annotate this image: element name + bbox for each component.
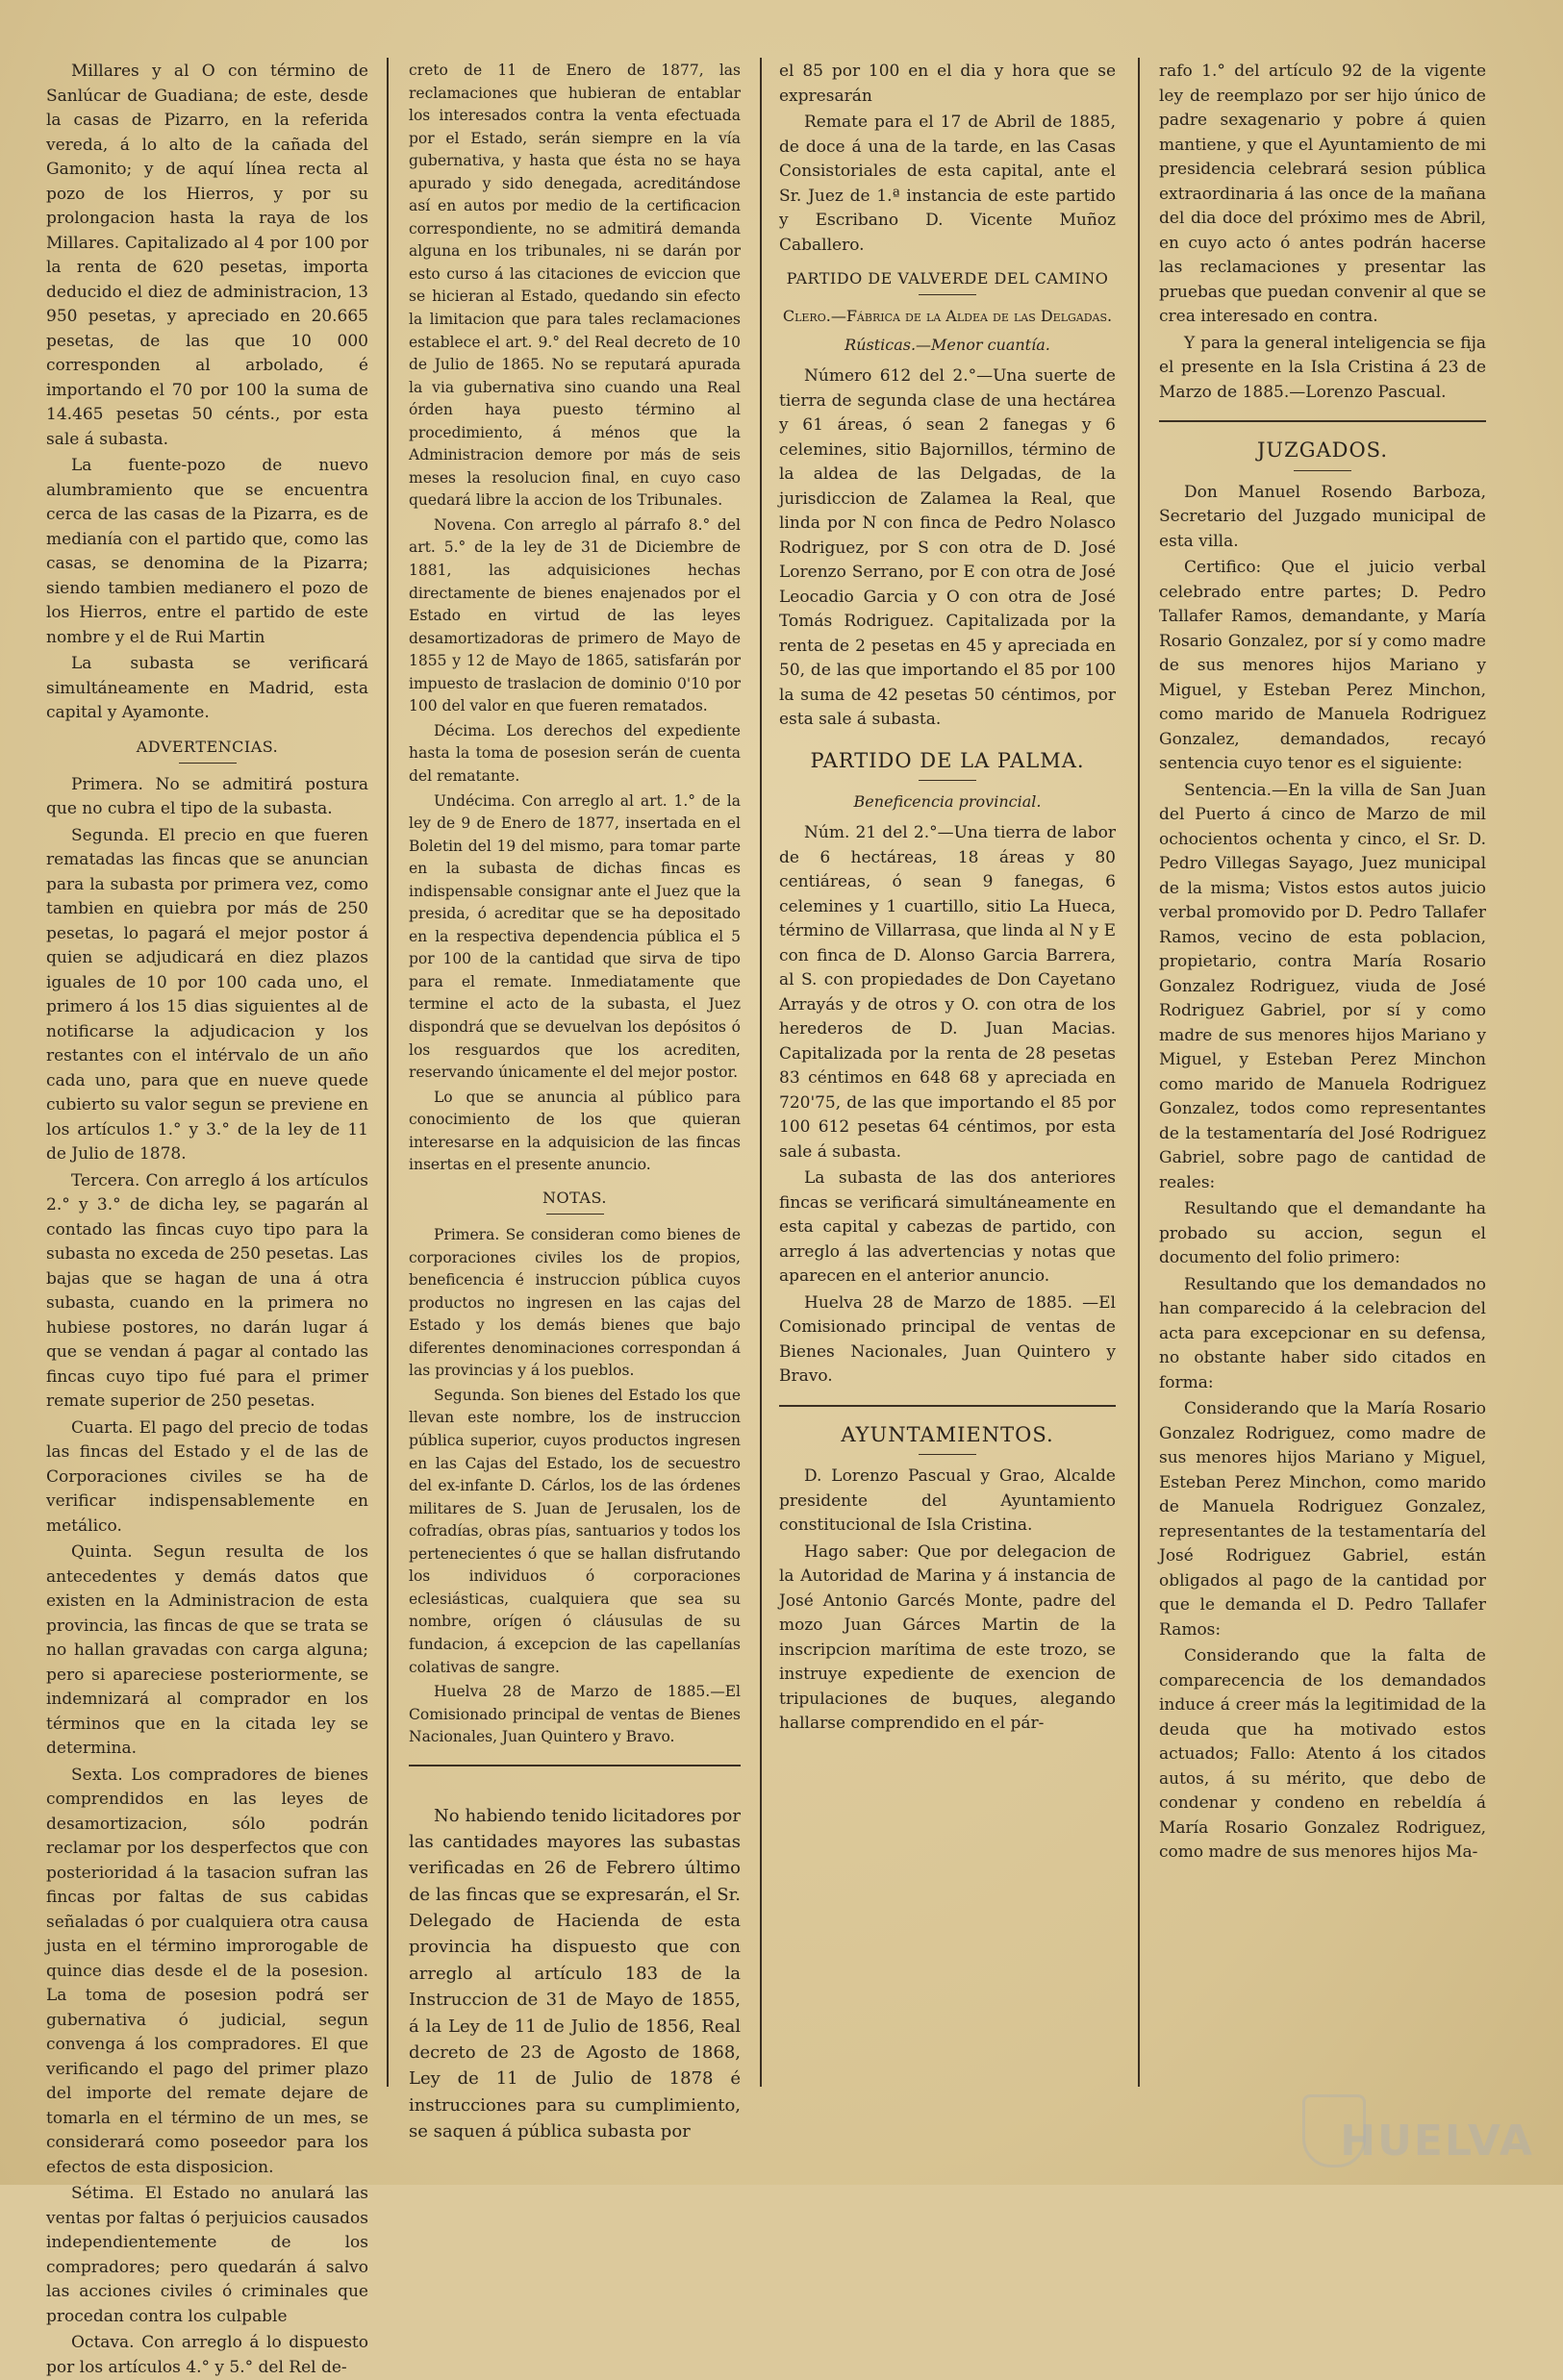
- column-1: [46, 60, 368, 2377]
- paragraph: Octava. Con arreglo á lo dispuesto por los artículos 4.° y 5.° del Rel de-: [46, 2333, 368, 2377]
- section-heading: ADVERTENCIAS.: [136, 737, 279, 756]
- paragraph: Novena. Con arreglo al párrafo 8.° del art. 5.° de la ley de 31 de Diciembre de 1881, las adquisiciones hechas directamente de bienes enajenados por el Estado en virtud de las leyes desamortizadoras de primero de Mayo de 1855 y 12 de Mayo de 1865, satisfarán por impuesto de traslacion de dominio 0'10 por 100 del valor en que fueren rematados.: [409, 515, 741, 715]
- paragraph: creto de 11 de Enero de 1877, las reclamaciones que hubieran de entablar los interesados contra la venta efectuada por el Estado, serán siempre en la vía gubernativa, y hasta que ésta no se haya apurado y sido denegada, acreditándose así en autos por medio de la certificacion correspondiente, no se admitirá demanda alguna en los tribunales, ni se darán por esto curso á las citaciones de eviccion que se hicieran al Estado, quedando sin efecto la limitacion que para tales reclamaciones establece el art. 9.° del Real decreto de 10 de Julio de 1865. No se reputará apurada la via gubernativa sino cuando una Real órden haya puesto término al procedimiento, á ménos que la Administracion demore por más de seis meses la resolucion final, en cuyo caso quedará libre la accion de los Tribunales.: [409, 62, 741, 510]
- paragraph: Primera. Se consideran como bienes de corporaciones civiles los de propios, beneficencia é instruccion pública cuyos productos no ingresen en las cajas del Estado y los demás bienes que bajo diferentes denominaciones correspondan á las provincias y á los pueblos.: [409, 1226, 741, 1380]
- column-rule: [760, 58, 762, 2087]
- paragraph: Primera. No se admitirá postura que no cubra el tipo de la subasta.: [46, 774, 368, 818]
- divider: [919, 780, 976, 781]
- paragraph: Sentencia.—En la villa de San Juan del Puerto á cinco de Marzo de mil ochocientos ochenta y cinco, el Sr. D. Pedro Villegas Sayago, Juez municipal de la misma; Vistos estos autos juicio verbal promovido por D. Pedro Tallafer Ramos, vecino de esta poblacion, propietario, contra María Rosario Gonzalez Rodriguez, viuda de José Rodriguez Gabriel, por sí y como madre de sus menores hijos Mariano y Miguel, y Esteban Perez Minchon como marido de Manuela Rodriguez Gonzalez, todos como representantes de la testamentaría del José Rodriguez Gabriel, sobre pago de cantidad de reales:: [1159, 780, 1486, 1192]
- paragraph: Remate para el 17 de Abril de 1885, de doce á una de la tarde, en las Casas Consistoriales de esta capital, ante el Sr. Juez de 1.ª instancia de este partido y Escribano D. Vicente Muñoz Caballero.: [779, 113, 1116, 255]
- paragraph: Millares y al O con término de Sanlúcar de Guadiana; de este, desde la casas de Pizarro, en la referida vereda, á lo alto de la cañada del Gamonito; y de aquí línea recta al pozo de los Hierros, y por su prolongacion hasta la raya de los Millares. Capitalizado al 4 por 100 por la renta de 620 pesetas, importa deducido el diez de administracion, 13 950 pesetas, y apreciado en 20.665 pesetas, de las que 10 000 corresponden al arbolado, é importando el 70 por 100 la suma de 14.465 pesetas 50 cénts., por esta sale á subasta.: [46, 62, 368, 449]
- paragraph: el 85 por 100 en el dia y hora que se expresarán: [779, 62, 1116, 106]
- paragraph: Considerando que la falta de comparecencia de los demandados induce á creer más la legitimidad de la deuda que ha motivado estos actuados; Fallo: Atento á los citados autos, á su mérito, que debo de condenar y condeno en rebeldía á María Rosario Gonzalez Rodriguez, como madre de sus menores hijos Ma-: [1159, 1646, 1486, 1862]
- paragraph: La subasta de las dos anteriores fincas se verificará simultáneamente en esta capital y cabezas de partido, con arreglo á las advertencias y notas que aparecen en el anterior anuncio.: [779, 1168, 1116, 1286]
- paragraph: Considerando que la María Rosario Gonzalez Rodriguez, como madre de sus menores hijos Mariano y Miguel, Esteban Perez Minchon, como marido de Manuela Rodriguez Gonzalez, representantes de la testamentaría del José Rodriguez Gabriel, están obligados al pago de la cantidad por que le demanda el D. Pedro Tallafer Ramos:: [1159, 1399, 1486, 1640]
- divider: [1159, 420, 1486, 422]
- paragraph: Lo que se anuncia al público para conocimiento de los que quieran interesarse en la adquisicion de las fincas insertas en el presente anuncio.: [409, 1088, 741, 1174]
- paragraph: rafo 1.° del artículo 92 de la vigente ley de reemplazo por ser hijo único de padre sexagenario y pobre á quien mantiene, y que el Ayuntamiento de mi presidencia celebrará sesion pública extraordinaria á las once de la mañana del dia doce del próximo mes de Abril, en cuyo acto ó antes podrán hacerse las reclamaciones y presentar las pruebas que puedan convenir al que se crea interesado en contra.: [1159, 62, 1486, 326]
- paragraph: D. Lorenzo Pascual y Grao, Alcalde presidente del Ayuntamiento constitucional de Isla Cristina.: [779, 1466, 1116, 1535]
- column-2: [409, 60, 741, 2146]
- paragraph: La subasta se verificará simultáneamente en Madrid, esta capital y Ayamonte.: [46, 654, 368, 722]
- paragraph: Cuarta. El pago del precio de todas las fincas del Estado y el de las de Corporaciones civiles se ha de verificar indispensablemente en metálico.: [46, 1417, 368, 1536]
- divider: [919, 294, 976, 295]
- paragraph: Sexta. Los compradores de bienes comprendidos en las leyes de desamortizacion, sólo podrán reclamar por los desperfectos que con posterioridad á la tasacion sufran las fincas por faltas de sus cabidas señaladas ó por cualquiera otra causa justa en el término improrogable de quince dias desde el de la posesion. La toma de posesion podrá ser gubernativa ó judicial, segun convenga á los compradores. El que verificando el pago del primer plazo del importe del remate dejare de tomarla en el término de un mes, se considerará como poseedor para los efectos de esta disposicion.: [46, 1765, 368, 2177]
- paragraph: Segunda. Son bienes del Estado los que llevan este nombre, los de instruccion pública superior, cuyos productos ingresen en las Cajas del Estado, los de secuestro del ex-infante D. Cárlos, los de las órdenes militares de S. Juan de Jerusalen, los de cofradías, obras pías, santuarios y todos los pertenecientes ó que se hallan disfrutando los individuos ó corporaciones eclesiásticas, cualquiera que sea su nombre, orígen ó cláusulas de su fundacion, á excepcion de las capellanías colativas de sangre.: [409, 1386, 741, 1676]
- column-4: [1159, 60, 1486, 2146]
- paragraph: Sétima. El Estado no anulará las ventas por faltas ó perjuicios causados independientemente de los compradores; pero quedarán á salvo las acciones civiles ó criminales que procedan contra los culpable: [46, 2184, 368, 2326]
- section-heading: PARTIDO DE LA PALMA.: [810, 748, 1085, 772]
- paragraph: Huelva 28 de Marzo de 1885. —El Comisionado principal de ventas de Bienes Nacionales, Juan Quintero y Bravo.: [779, 1292, 1116, 1386]
- paragraph: La fuente-pozo de nuevo alumbramiento que se encuentra cerca de las casas de la Pizarra, es de medianía con el partido que, como las casas, se denomina de la Pizarra; siendo tambien medianero el pozo de los Hierros, entre el partido de este nombre y el de Rui Martin: [46, 456, 368, 647]
- section-heading: JUZGADOS.: [1256, 438, 1388, 462]
- paragraph: No habiendo tenido licitadores por las cantidades mayores las subastas verificadas en 26 de Febrero último de las fincas que se expresarán, el Sr. Delegado de Hacienda de esta provincia ha dispuesto que con arreglo al artículo 183 de la Instruccion de 31 de Mayo de 1855, á la Ley de 11 de Julio de 1856, Real decreto de 23 de Agosto de 1868, Ley de 11 de Julio de 1878 é instrucciones para su cumplimiento, se saquen á pública subasta por: [409, 1805, 741, 2142]
- divider: [779, 1405, 1116, 1407]
- paragraph: Y para la general inteligencia se fija el presente en la Isla Cristina á 23 de Marzo de 1885.—Lorenzo Pascual.: [1159, 333, 1486, 402]
- paragraph: Núm. 21 del 2.°—Una tierra de labor de 6 hectáreas, 18 áreas y 80 centiáreas, ó sean 9 fanegas, 6 celemines y 1 cuartillo, sitio La Hueca, término de Villarrasa, que linda al N y E con finca de D. Alonso Garcia Barrera, al S. con propiedades de Don Cayetano Arrayás y de otros y O. con otra de los herederos de D. Juan Macias. Capitalizada por la renta de 28 pesetas 83 céntimos en 648 68 y apreciada en 720'75, de las que importando el 85 por 100 612 pesetas 64 céntimos, por esta sale á subasta.: [779, 823, 1116, 1162]
- paragraph: Undécima. Con arreglo al art. 1.° de la ley de 9 de Enero de 1877, insertada en el Boletin del 19 del mismo, para tomar parte en la subasta de dichas fincas es indispensable consignar ante el Juez que la presida, ó acreditar que se ha depositado en la respectiva dependencia pública el 5 por 100 de la cantidad que sirva de tipo para el remate. Inmediatamente que termine el acto de la subasta, el Juez dispondrá que se devuelvan los depósitos ó los resguardos que los acrediten, reservando únicamente el del mejor postor.: [409, 791, 741, 1082]
- paragraph: Quinta. Segun resulta de los antecedentes y demás datos que existen en la Administracion de esta provincia, las fincas de que se trata se no hallan gravadas con carga alguna; pero si apareciese posteriormente, se indemnizará al comprador en los términos que en la citada ley se determina.: [46, 1542, 368, 1758]
- paragraph: Huelva 28 de Marzo de 1885.—El Comisionado principal de ventas de Bienes Nacionales, Juan Quintero y Bravo.: [409, 1683, 741, 1746]
- section-subheading: Beneficencia provincial.: [853, 792, 1042, 811]
- paragraph: Don Manuel Rosendo Barboza, Secretario del Juzgado municipal de esta villa.: [1159, 482, 1486, 551]
- archive-watermark: HUELVA: [1340, 2117, 1534, 2166]
- paragraph: Tercera. Con arreglo á los artículos 2.° y 3.° de dicha ley, se pagarán al contado las fincas cuyo tipo para la subasta no exceda de 250 pesetas. Las bajas que se hagan de una á otra subasta, cuando en la primera no hubiese postores, no darán lugar á que se vendan á pagar al contado las fincas cuyo tipo fué para el primer remate superior de 250 pesetas.: [46, 1170, 368, 1411]
- paragraph: Hago saber: Que por delegacion de la Autoridad de Marina y á instancia de José Antonio Garcés Monte, padre del mozo Juan Gárces Martin de la inscripcion marítima de este trozo, se instruye expediente de exencion de tripulaciones de buques, alegando hallarse comprendido en el pár-: [779, 1541, 1116, 1733]
- paragraph: Número 612 del 2.°—Una suerte de tierra de segunda clase de una hectárea y 61 áreas, ó sean 2 fanegas y 6 celemines, sitio Bajornillos, término de la aldea de las Delgadas, de la jurisdiccion de Zalamea la Real, que linda por N con finca de Pedro Nolasco Rodriguez, por S con otra de D. José Lorenzo Serrano, por E con otra de José Leocadio Garcia y O con otra de José Tomás Rodriguez. Capitalizada por la renta de 2 pesetas en 45 y apreciada en 50, de las que importando el 85 por 100 la suma de 42 pesetas 50 céntimos, por esta sale á subasta.: [779, 366, 1116, 729]
- paragraph: Segunda. El precio en que fueren rematadas las fincas que se anuncian para la subasta por primera vez, como tambien en quiebra por más de 250 pesetas, lo pagará el mejor postor á quien se adjudicará en diez plazos iguales de 10 por 100 cada uno, el primero á los 15 dias siguientes al de notificarse la adjudicacion y los restantes con el intérvalo de un año cada uno, para que en nueve quede cubierto su valor segun se previene en los artículos 1.° y 3.° de la ley de 11 de Julio de 1878.: [46, 825, 368, 1164]
- section-heading: PARTIDO DE VALVERDE DEL CAMINO: [786, 269, 1109, 288]
- divider: [1294, 470, 1351, 471]
- divider: [179, 763, 237, 764]
- section-heading: NOTAS.: [542, 1188, 607, 1207]
- paragraph: Resultando que los demandados no han comparecido á la celebracion del acta para excepcionar en su defensa, no obstante haber sido citados en forma:: [1159, 1274, 1486, 1392]
- column-rule: [387, 58, 389, 2087]
- divider: [919, 1454, 976, 1455]
- paragraph: Certifico: Que el juicio verbal celebrado entre partes; D. Pedro Tallafer Ramos, demandante, y María Rosario Gonzalez, por sí y como madre de sus menores hijos Mariano y Miguel, y Esteban Perez Minchon, como marido de Manuela Rodriguez Gonzalez, demandados, recayó sentencia cuyo tenor es el siguiente:: [1159, 558, 1486, 773]
- divider: [546, 1214, 604, 1215]
- paragraph: Décima. Los derechos del expediente hasta la toma de posesion serán de cuenta del rematante.: [409, 721, 741, 785]
- section-heading: AYUNTAMIENTOS.: [841, 1422, 1054, 1446]
- column-3: [779, 60, 1116, 2146]
- paragraph: Resultando que el demandante ha probado su accion, segun el documento del folio primero:: [1159, 1199, 1486, 1267]
- divider: [409, 1765, 741, 1766]
- section-subheading: Rústicas.—Menor cuantía.: [845, 336, 1050, 354]
- column-rule: [1138, 58, 1140, 2087]
- section-subheading: Clero.—Fábrica de la Aldea de las Delgadas.: [782, 307, 1113, 325]
